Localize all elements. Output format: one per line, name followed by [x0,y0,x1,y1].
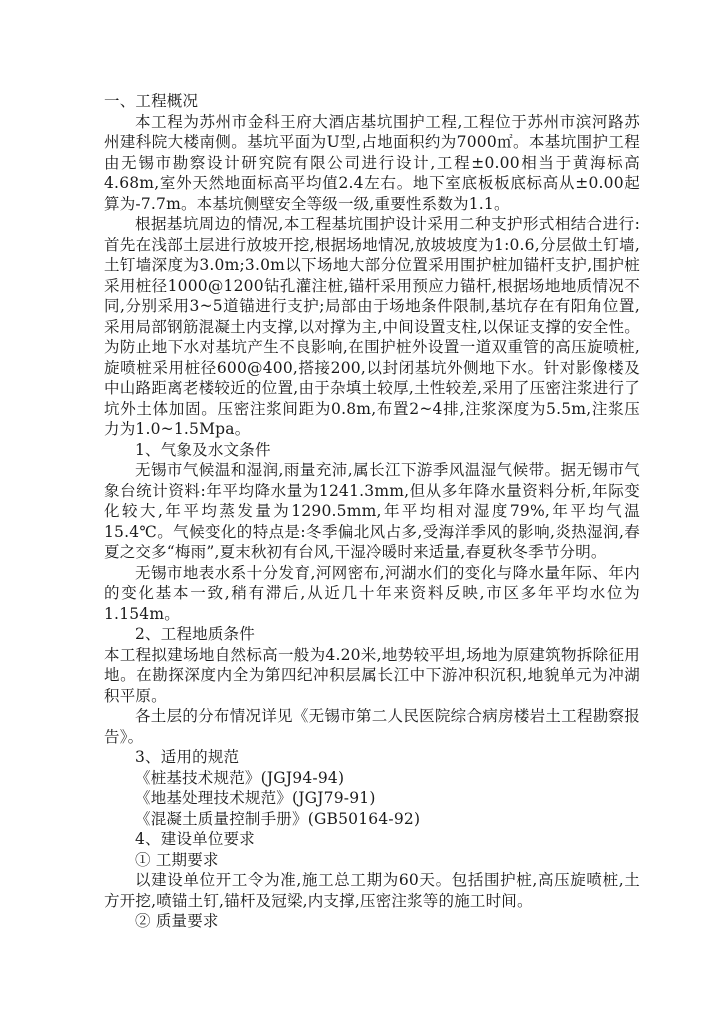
norm-item: 《混凝土质量控制手册》(GB50164-92) [135,809,421,828]
norm-item: 《桩基技术规范》(JGJ94-94) [135,768,345,787]
schedule-requirement-title: ① 工期要求 [135,850,219,869]
subsection-title-requirements: 4、建设单位要求 [135,830,255,848]
subsection-title-norms: 3、适用的规范 [135,748,240,766]
subsection-title-weather: 1、气象及水文条件 [135,440,271,459]
subsection-title-geology: 2、工程地质条件 [135,625,255,643]
weather-paragraph-2: 无锡市地表水系十分发育,河网密布,河湖水们的变化与降水量年际、年内的变化基本一致,稍有滞后,从近几十年来资料反映,市区多年平均水位为1.154m。 [104,563,640,623]
norm-item: 《地基处理技术规范》(JGJ79-91) [135,789,376,807]
quality-requirement-title: ② 质量要求 [135,912,219,930]
overview-paragraph-1: 本工程为苏州市金科王府大酒店基坑围护工程,工程位于苏州市滨河路苏州建科院大楼南侧。基坑平面为U型,占地面积约为7000㎡。本基坑围护工程由无锡市勘察设计研究院有限公司进行设计,工程±0.00相当于黄海标高4.68m,室外天然地面标高平均值2.4左右。地下室底板板底标高从±0.00起算为-7.7m。本基坑侧壁安全等级一级,重要性系数为1.1。 [104,112,640,213]
section-title-project-overview: 一、工程概况 [104,92,199,110]
geology-paragraph-2: 各土层的分布情况详见《无锡市第二人民医院综合病房楼岩土工程勘察报告》。 [104,707,640,746]
document-page [104,91,640,932]
weather-paragraph-1: 无锡市气候温和湿润,雨量充沛,属长江下游季风温湿气候带。据无锡市气象台统计资料:年平均降水量为1241.3mm,但从多年降水量资料分析,年际变化较大,年平均蒸发量为1290.5mm,年平均相对湿度79%,年平均气温15.4℃。气候变化的特点是:冬季偏北风占多,受海洋季风的影响,炎热湿润,春夏之交多“梅雨”,夏末秋初有台风,干湿冷暖时来适量,春夏秋冬季节分明。 [104,461,640,561]
overview-paragraph-2: 根据基坑周边的情况,本工程基坑围护设计采用二种支护形式相结合进行:首先在浅部土层进行放坡开挖,根据场地情况,放坡坡度为1:0.6,分层做土钉墙,土钉墙深度为3.0m;3.0m以下场地大部分位置采用围护桩加锚杆支护,围护桩采用桩径1000@1200钻孔灌注桩,锚杆采用预应力锚杆,根据场地地质情况不同,分别采用3~5道锚进行支护;局部由于场地条件限制,基坑存在有阳角位置,采用局部钢筋混凝土内支撑,以对撑为主,中间设置支柱,以保证支撑的安全性。为防止地下水对基坑产生不良影响,在围护桩外设置一道双重管的高压旋喷桩,旋喷桩采用桩径600@400,搭接200,以封闭基坑外侧地下水。针对影像楼及中山路距离老楼较近的位置,由于杂填土较厚,土性较差,采用了压密注浆进行了坑外土体加固。压密注浆间距为0.8m,布置2~4排,注浆深度为5.5m,注浆压力为1.0~1.5Mpa。 [104,215,640,438]
schedule-requirement-text: 以建设单位开工令为准,施工总工期为60天。包括围护桩,高压旋喷桩,土方开挖,喷锚土钉,锚杆及冠梁,内支撑,压密注浆等的施工时间。 [104,871,640,910]
geology-paragraph-1: 本工程拟建场地自然标高一般为4.20米,地势较平坦,场地为原建筑物拆除征用地。在勘探深度内全为第四纪冲积层属长江中下游冲积沉积,地貌单元为冲湖积平原。 [104,645,640,705]
